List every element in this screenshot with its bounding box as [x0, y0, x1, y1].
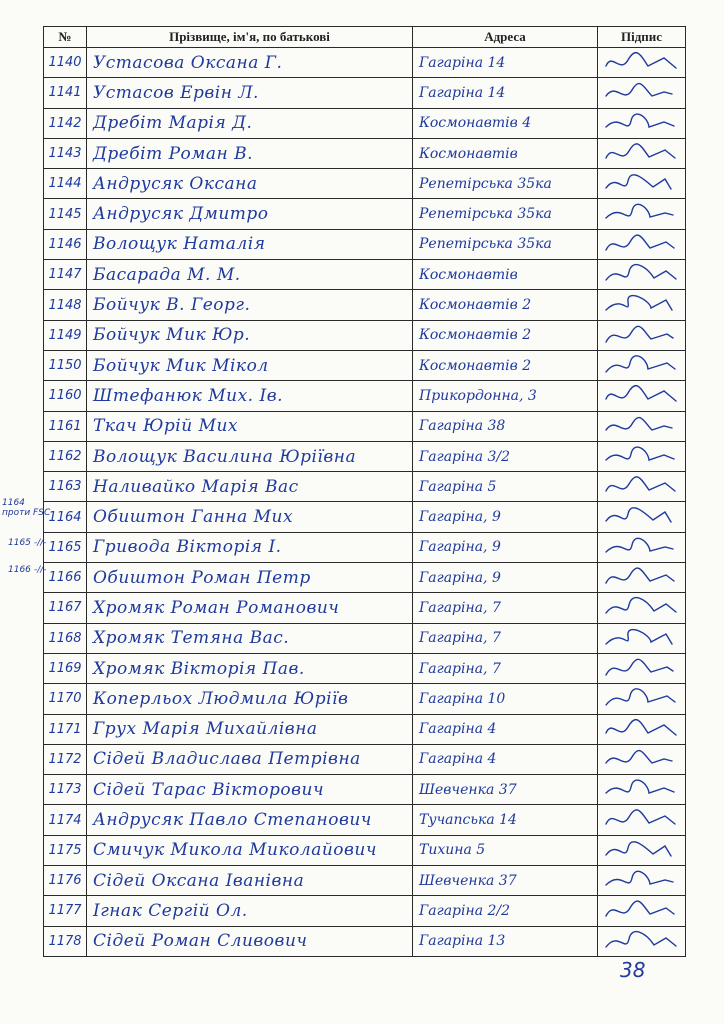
row-number: 1149 [44, 320, 87, 350]
row-address: Космонавтів [413, 260, 598, 290]
signature-scribble [602, 262, 682, 288]
row-signature [598, 441, 686, 471]
row-address: Шевченка 37 [413, 775, 598, 805]
row-address: Гагаріна 14 [413, 48, 598, 78]
row-signature [598, 472, 686, 502]
margin-note: -//- [34, 538, 47, 548]
table-row [44, 835, 686, 865]
row-name: Грух Марія Михайлівна [87, 714, 413, 744]
header-name: Прізвище, ім'я, по батькові [87, 27, 413, 48]
table-row [44, 775, 686, 805]
row-address: Гагаріна 4 [413, 714, 598, 744]
table-row [44, 260, 686, 290]
table-row [44, 138, 686, 168]
row-signature [598, 593, 686, 623]
row-address: Космонавтів 2 [413, 350, 598, 380]
margin-note-number: 1166 [8, 565, 31, 575]
signature-scribble [602, 807, 682, 833]
signature-scribble [602, 232, 682, 258]
table-row [44, 229, 686, 259]
row-name: Хромяк Вікторія Пав. [87, 653, 413, 683]
header-address: Адреса [413, 27, 598, 48]
signature-scribble [602, 838, 682, 864]
signature-scribble [602, 171, 682, 197]
row-address: Гагаріна 14 [413, 78, 598, 108]
signature-scribble [602, 777, 682, 803]
row-signature [598, 138, 686, 168]
row-signature [598, 532, 686, 562]
table-row [44, 350, 686, 380]
row-address: Гагаріна 4 [413, 744, 598, 774]
row-number: 1145 [44, 199, 87, 229]
row-signature [598, 835, 686, 865]
row-number: 1163 [44, 472, 87, 502]
signature-scribble [602, 444, 682, 470]
row-signature [598, 411, 686, 441]
row-name: Обиштон Ганна Мих [87, 502, 413, 532]
signature-scribble [602, 595, 682, 621]
row-number: 1175 [44, 835, 87, 865]
table-row [44, 441, 686, 471]
signature-scribble [602, 323, 682, 349]
header-signature: Підпис [598, 27, 686, 48]
signature-scribble [602, 929, 682, 955]
table-row [44, 563, 686, 593]
row-address: Гагаріна 13 [413, 926, 598, 956]
row-signature [598, 229, 686, 259]
row-number: 1169 [44, 653, 87, 683]
row-name: Ігнак Сергій Ол. [87, 896, 413, 926]
row-name: Бойчук Мик Мікол [87, 350, 413, 380]
row-signature [598, 623, 686, 653]
signature-scribble [602, 686, 682, 712]
row-number: 1142 [44, 108, 87, 138]
table-row [44, 78, 686, 108]
row-address: Тучапська 14 [413, 805, 598, 835]
row-signature [598, 805, 686, 835]
table-row [44, 472, 686, 502]
row-number: 1144 [44, 169, 87, 199]
row-number: 1172 [44, 744, 87, 774]
margin-note-number: 1164 [2, 498, 25, 508]
table-row [44, 744, 686, 774]
row-signature [598, 320, 686, 350]
row-name: Сідей Роман Сливович [87, 926, 413, 956]
row-address: Гагаріна 38 [413, 411, 598, 441]
signature-scribble [602, 656, 682, 682]
table-row [44, 684, 686, 714]
table-row [44, 532, 686, 562]
row-name: Обиштон Роман Петр [87, 563, 413, 593]
row-address: Гагаріна 10 [413, 684, 598, 714]
row-name: Наливайко Марія Вас [87, 472, 413, 502]
header-number: № [44, 27, 87, 48]
row-number: 1161 [44, 411, 87, 441]
row-address: Прикордонна, 3 [413, 381, 598, 411]
row-address: Репетірська 35ка [413, 169, 598, 199]
row-signature [598, 653, 686, 683]
row-address: Шевченка 37 [413, 866, 598, 896]
signature-scribble [602, 111, 682, 137]
row-signature [598, 896, 686, 926]
row-number: 1164 [44, 502, 87, 532]
row-name: Хромяк Тетяна Вас. [87, 623, 413, 653]
row-signature [598, 744, 686, 774]
table-row [44, 199, 686, 229]
row-name: Бойчук В. Георг. [87, 290, 413, 320]
row-number: 1140 [44, 48, 87, 78]
row-signature [598, 350, 686, 380]
table-row [44, 320, 686, 350]
signature-scribble [602, 50, 682, 76]
row-number: 1173 [44, 775, 87, 805]
row-signature [598, 48, 686, 78]
row-number: 1143 [44, 138, 87, 168]
signature-scribble [602, 747, 682, 773]
signature-scribble [602, 292, 682, 318]
row-signature [598, 260, 686, 290]
signature-scribble [602, 474, 682, 500]
row-address: Космонавтів 2 [413, 290, 598, 320]
row-address: Тихина 5 [413, 835, 598, 865]
row-name: Ткач Юрій Мих [87, 411, 413, 441]
row-number: 1168 [44, 623, 87, 653]
row-name: Басарада М. М. [87, 260, 413, 290]
row-name: Сідей Тарас Вікторович [87, 775, 413, 805]
table-row [44, 926, 686, 956]
table-row [44, 623, 686, 653]
row-number: 1147 [44, 260, 87, 290]
row-name: Андрусяк Дмитро [87, 199, 413, 229]
signature-scribble [602, 626, 682, 652]
row-number: 1167 [44, 593, 87, 623]
signature-scribble [602, 141, 682, 167]
row-number: 1150 [44, 350, 87, 380]
table-row [44, 502, 686, 532]
table-row [44, 411, 686, 441]
signature-scribble [602, 717, 682, 743]
table-row [44, 653, 686, 683]
row-name: Смичук Микола Миколайович [87, 835, 413, 865]
signature-scribble [602, 201, 682, 227]
row-address: Космонавтів 4 [413, 108, 598, 138]
signature-scribble [602, 383, 682, 409]
table-row [44, 866, 686, 896]
row-name: Устасова Оксана Г. [87, 48, 413, 78]
table-row [44, 169, 686, 199]
page-number: 38 [620, 958, 646, 982]
row-address: Гагаріна, 9 [413, 502, 598, 532]
signature-scribble [602, 504, 682, 530]
margin-note: -//- [34, 565, 47, 575]
row-signature [598, 290, 686, 320]
row-address: Гагаріна, 7 [413, 593, 598, 623]
table-row [44, 48, 686, 78]
row-name: Бойчук Мик Юр. [87, 320, 413, 350]
row-number: 1171 [44, 714, 87, 744]
signature-scribble [602, 565, 682, 591]
row-name: Дребіт Роман В. [87, 138, 413, 168]
signature-scribble [602, 898, 682, 924]
row-signature [598, 199, 686, 229]
row-signature [598, 169, 686, 199]
row-signature [598, 684, 686, 714]
table-header-row [44, 27, 686, 48]
row-name: Сідей Оксана Іванівна [87, 866, 413, 896]
row-number: 1148 [44, 290, 87, 320]
row-address: Космонавтів 2 [413, 320, 598, 350]
table-row [44, 108, 686, 138]
row-signature [598, 775, 686, 805]
row-name: Сідей Владислава Петрівна [87, 744, 413, 774]
row-number: 1170 [44, 684, 87, 714]
row-name: Гривода Вікторія І. [87, 532, 413, 562]
row-signature [598, 866, 686, 896]
row-name: Волощук Наталія [87, 229, 413, 259]
row-number: 1160 [44, 381, 87, 411]
table-row [44, 896, 686, 926]
row-address: Репетірська 35ка [413, 229, 598, 259]
row-number: 1176 [44, 866, 87, 896]
row-address: Репетірська 35ка [413, 199, 598, 229]
row-signature [598, 926, 686, 956]
row-name: Андрусяк Оксана [87, 169, 413, 199]
row-address: Гагаріна, 9 [413, 532, 598, 562]
row-signature [598, 563, 686, 593]
margin-note: проти FSC [2, 508, 51, 518]
row-number: 1146 [44, 229, 87, 259]
row-name: Дребіт Марія Д. [87, 108, 413, 138]
row-number: 1162 [44, 441, 87, 471]
table-row [44, 805, 686, 835]
row-name: Андрусяк Павло Степанович [87, 805, 413, 835]
table-row [44, 593, 686, 623]
row-address: Гагаріна 5 [413, 472, 598, 502]
table-body [44, 48, 686, 957]
row-signature [598, 78, 686, 108]
row-number: 1174 [44, 805, 87, 835]
row-address: Гагаріна, 7 [413, 653, 598, 683]
row-name: Хромяк Роман Романович [87, 593, 413, 623]
row-name: Устасов Ервін Л. [87, 78, 413, 108]
row-name: Штефанюк Мих. Ів. [87, 381, 413, 411]
row-address: Космонавтів [413, 138, 598, 168]
row-number: 1178 [44, 926, 87, 956]
row-name: Коперльох Людмила Юріїв [87, 684, 413, 714]
signature-scribble [602, 868, 682, 894]
row-signature [598, 714, 686, 744]
signature-scribble [602, 535, 682, 561]
row-name: Волощук Василина Юріївна [87, 441, 413, 471]
signature-table [43, 26, 686, 957]
signature-scribble [602, 353, 682, 379]
signature-scribble [602, 80, 682, 106]
signature-scribble [602, 414, 682, 440]
table-row [44, 290, 686, 320]
margin-note-number: 1165 [8, 538, 31, 548]
row-signature [598, 108, 686, 138]
table-row [44, 381, 686, 411]
row-number: 1141 [44, 78, 87, 108]
row-address: Гагаріна, 9 [413, 563, 598, 593]
table-row [44, 714, 686, 744]
row-address: Гагаріна 2/2 [413, 896, 598, 926]
row-number: 1165 [44, 532, 87, 562]
row-signature [598, 502, 686, 532]
row-number: 1177 [44, 896, 87, 926]
row-address: Гагаріна, 7 [413, 623, 598, 653]
row-address: Гагаріна 3/2 [413, 441, 598, 471]
row-number: 1166 [44, 563, 87, 593]
row-signature [598, 381, 686, 411]
